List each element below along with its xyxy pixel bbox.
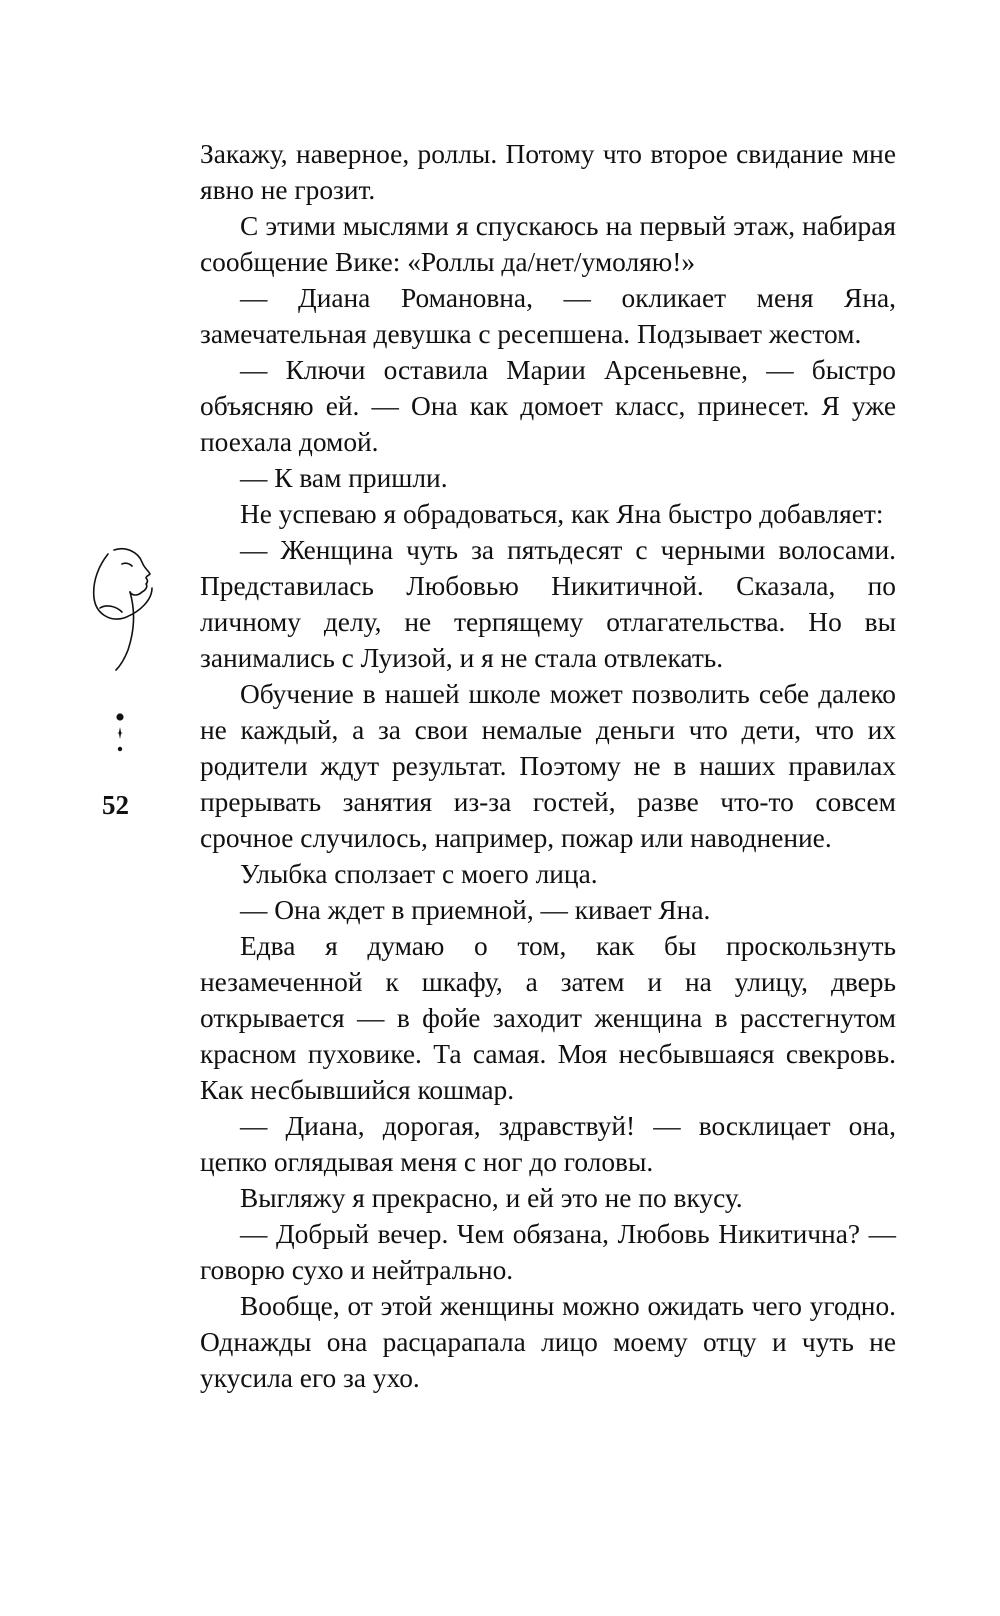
paragraph: — К вам пришли. (240, 463, 448, 493)
paragraph: Едва я думаю о том, как бы проскользнуть незамеченной к шкафу, а затем и на улицу, дверь открывается — в фойе заходит женщина в расстегнутом красном пуховике. Та самая. Моя несбывшаяся свекровь. Как несбывшийся кошмар. (200, 931, 896, 1105)
dot-star-dot-divider-icon (110, 712, 130, 756)
paragraph: Не успеваю я обрадоваться, как Яна быстро добавляет: (240, 499, 884, 529)
paragraph: Вообще, от этой женщины можно ожидать чего угодно. Однажды она расцарапала лицо моему отцу и чуть не укусила его за ухо. (200, 1291, 896, 1393)
paragraph: С этими мыслями я спускаюсь на первый этаж, набирая сообщение Вике: «Роллы да/нет/умоляю!» (200, 211, 896, 277)
face-profile-line-drawing-icon (86, 546, 166, 676)
paragraph: — Женщина чуть за пятьдесят с черными волосами. Представилась Любовью Никитичной. Сказала, по личному делу, не терпящему отлагательства. Но вы занимались с Луизой, и я не стала отвлекать. (200, 535, 896, 673)
page-number: 52 (102, 790, 129, 820)
paragraph: Улыбка сползает с моего лица. (240, 859, 598, 889)
paragraph: — Диана, дорогая, здравствуй! — восклицает она, цепко оглядывая меня с ног до головы. (200, 1111, 896, 1177)
body-text (200, 136, 896, 1396)
paragraph: Выгляжу я прекрасно, и ей это не по вкусу. (240, 1183, 743, 1213)
paragraph: Обучение в нашей школе может позволить себе далеко не каждый, а за свои немалые деньги что дети, что их родители ждут результат. Поэтому не в наших правилах прерывать занятия из-за гостей, разве что-то совсем срочное случилось, например, пожар или наводнение. (200, 679, 896, 853)
paragraph: — Она ждет в приемной, — кивает Яна. (240, 895, 711, 925)
paragraph: — Диана Романовна, — окликает меня Яна, замечательная девушка с ресепшена. Подзывает жестом. (200, 283, 896, 349)
paragraph: — Добрый вечер. Чем обязана, Любовь Никитична? — говорю сухо и нейтрально. (200, 1219, 896, 1285)
paragraph: Закажу, наверное, роллы. Потому что второе свидание мне явно не грозит. (200, 139, 896, 205)
paragraph: — Ключи оставила Марии Арсеньевне, — быстро объясняю ей. — Она как домоет класс, принесет. Я уже поехала домой. (200, 355, 896, 457)
